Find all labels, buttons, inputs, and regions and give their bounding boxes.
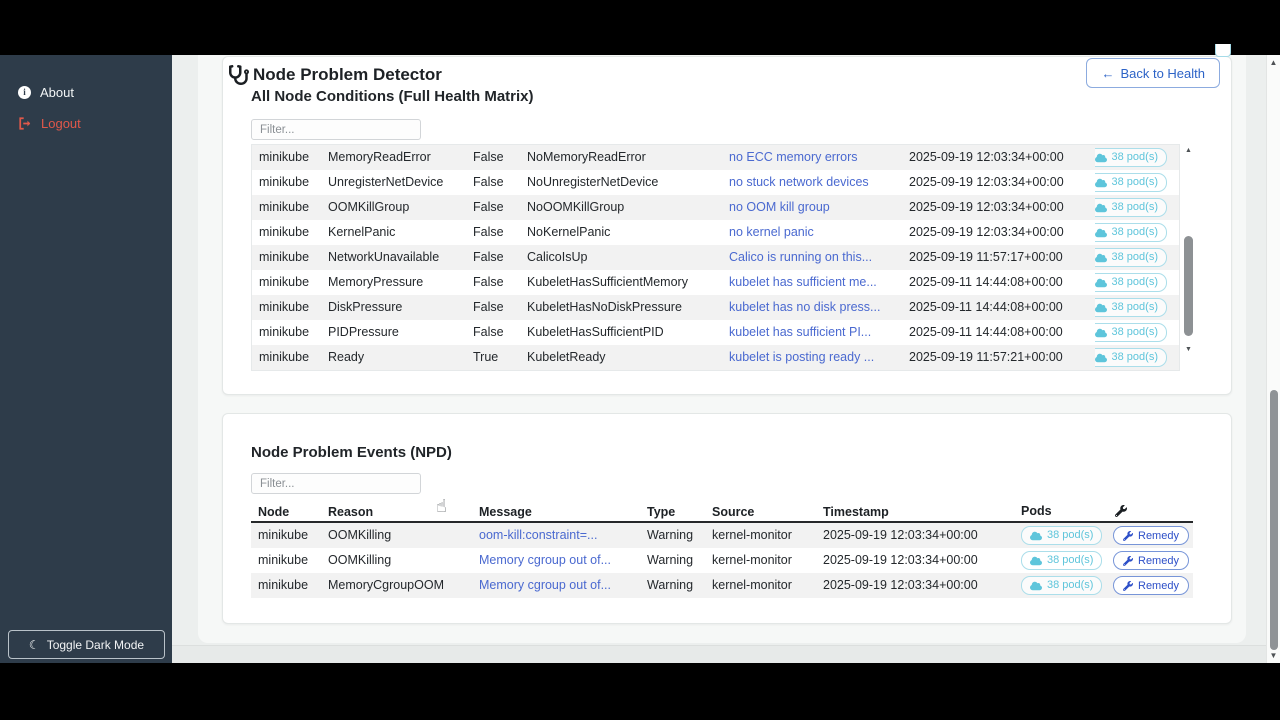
message-link[interactable]: kubelet has sufficient me... — [729, 275, 877, 289]
node-cell: minikube — [259, 225, 310, 239]
column-header-type[interactable]: Type — [647, 505, 676, 519]
status-cell: False — [473, 250, 504, 264]
message-link[interactable]: kubelet has sufficient PI... — [729, 325, 872, 339]
column-header-timestamp[interactable]: Timestamp — [823, 505, 889, 519]
condition-cell: NoOOMKillGroup — [527, 200, 625, 214]
event-row — [251, 573, 1193, 598]
stethoscope-icon — [229, 65, 249, 90]
scrolled-badge-fragment — [1215, 44, 1231, 57]
pods-badge[interactable] — [1095, 173, 1167, 192]
status-cell: False — [473, 175, 504, 189]
pods-count-label: 38 pod(s) — [1111, 301, 1158, 313]
status-cell: False — [473, 325, 504, 339]
cloud-icon — [1095, 303, 1107, 313]
condition-row — [252, 170, 1179, 195]
pods-count-label: 38 pod(s) — [1111, 226, 1158, 238]
conditions-table — [251, 144, 1180, 371]
cloud-icon — [1095, 328, 1107, 338]
message-link[interactable]: kubelet is posting ready ... — [729, 350, 875, 364]
pods-badge[interactable] — [1021, 551, 1102, 570]
cloud-icon — [1095, 353, 1107, 363]
condition-cell: NoUnregisterNetDevice — [527, 175, 659, 189]
toggle-dark-mode-button[interactable] — [8, 630, 165, 659]
pods-badge[interactable] — [1095, 323, 1167, 342]
pods-badge[interactable] — [1095, 348, 1167, 367]
message-link[interactable]: no stuck network devices — [729, 175, 869, 189]
status-cell: False — [473, 300, 504, 314]
page-scrollbar-thumb[interactable] — [1270, 390, 1278, 650]
reason-cell: NetworkUnavailable — [328, 250, 440, 264]
pods-badge[interactable] — [1095, 248, 1167, 267]
reason-cell: OOMKillGroup — [328, 200, 410, 214]
wrench-icon — [1115, 505, 1127, 517]
timestamp-cell: 2025-09-19 12:03:34+00:00 — [823, 553, 978, 567]
remedy-button[interactable] — [1113, 526, 1189, 545]
back-to-health-button[interactable] — [1086, 58, 1220, 88]
pods-badge[interactable] — [1095, 148, 1167, 167]
cloud-icon — [1030, 556, 1042, 566]
pods-badge[interactable] — [1095, 273, 1167, 292]
timestamp-cell: 2025-09-19 12:03:34+00:00 — [909, 175, 1064, 189]
status-cell: True — [473, 350, 499, 364]
source-cell: kernel-monitor — [712, 578, 792, 592]
cloud-icon — [1095, 253, 1107, 263]
scroll-up-icon[interactable]: ▲ — [1269, 58, 1278, 67]
cloud-icon — [1095, 203, 1107, 213]
moon-icon: ☾ — [28, 637, 40, 652]
cloud-icon — [1030, 531, 1042, 541]
info-icon: i — [18, 86, 31, 99]
page-scrollbar[interactable] — [1266, 55, 1280, 663]
reason-cell: MemoryPressure — [328, 275, 424, 289]
node-cell: minikube — [258, 528, 309, 542]
message-link[interactable]: oom-kill:constraint=... — [479, 528, 598, 542]
pods-count-label: 38 pod(s) — [1111, 326, 1158, 338]
sidebar — [0, 55, 172, 663]
timestamp-cell: 2025-09-19 12:03:34+00:00 — [909, 225, 1064, 239]
cloud-icon — [1095, 228, 1107, 238]
node-cell: minikube — [259, 300, 310, 314]
timestamp-cell: 2025-09-11 14:44:08+00:00 — [909, 300, 1063, 314]
source-cell: kernel-monitor — [712, 553, 792, 567]
event-row — [251, 548, 1193, 573]
cloud-icon — [1030, 581, 1042, 591]
message-link[interactable]: no kernel panic — [729, 225, 814, 239]
pods-count-label: 38 pod(s) — [1111, 176, 1158, 188]
message-link[interactable]: Memory cgroup out of... — [479, 553, 612, 567]
node-cell: minikube — [259, 325, 310, 339]
pods-badge[interactable] — [1021, 576, 1102, 595]
condition-cell: KubeletHasSufficientMemory — [527, 275, 688, 289]
cloud-icon — [1095, 278, 1107, 288]
timestamp-cell: 2025-09-11 14:44:08+00:00 — [909, 325, 1063, 339]
pods-count-label: 38 pod(s) — [1111, 251, 1158, 263]
node-cell: minikube — [258, 553, 309, 567]
events-table-header — [251, 501, 1193, 523]
condition-row — [252, 320, 1179, 345]
reason-cell: MemoryCgroupOOM — [328, 578, 444, 592]
status-cell: False — [473, 225, 504, 239]
node-cell: minikube — [259, 250, 310, 264]
conditions-card — [222, 56, 1232, 395]
condition-row — [252, 220, 1179, 245]
reason-cell: KernelPanic — [328, 225, 396, 239]
type-cell: Warning — [647, 553, 694, 567]
logout-icon — [18, 117, 32, 130]
condition-row — [252, 345, 1179, 370]
condition-cell: KubeletHasNoDiskPressure — [527, 300, 682, 314]
node-cell: minikube — [259, 275, 310, 289]
timestamp-cell: 2025-09-19 12:03:34+00:00 — [823, 578, 978, 592]
status-cell: False — [473, 150, 504, 164]
condition-row — [252, 295, 1179, 320]
conditions-table-scrollbar[interactable] — [1183, 147, 1194, 354]
pods-count-label: 38 pod(s) — [1111, 201, 1158, 213]
pods-badge[interactable] — [1095, 298, 1167, 317]
pods-badge[interactable] — [1095, 223, 1167, 242]
pods-count-label: 38 pod(s) — [1111, 151, 1158, 163]
source-cell: kernel-monitor — [712, 528, 792, 542]
message-link[interactable]: no ECC memory errors — [729, 150, 858, 164]
status-cell: False — [473, 200, 504, 214]
message-link[interactable]: no OOM kill group — [729, 200, 830, 214]
left-arrow-icon: ← — [1101, 65, 1115, 81]
reason-cell: Ready — [328, 350, 365, 364]
column-header-node[interactable]: Node — [258, 505, 290, 519]
reason-cell: MemoryReadError — [328, 150, 431, 164]
timestamp-cell: 2025-09-11 14:44:08+00:00 — [909, 275, 1063, 289]
timestamp-cell: 2025-09-19 11:57:21+00:00 — [909, 350, 1063, 364]
node-cell: minikube — [259, 350, 310, 364]
condition-row — [252, 270, 1179, 295]
condition-cell: NoMemoryReadError — [527, 150, 646, 164]
remedy-label: Remedy — [1138, 529, 1179, 542]
events-title: Node Problem Events (NPD) — [251, 444, 452, 461]
reason-cell: DiskPressure — [328, 300, 403, 314]
sidebar-item-logout[interactable] — [0, 110, 172, 136]
conditions-title: All Node Conditions (Full Health Matrix) — [251, 88, 534, 105]
type-cell: Warning — [647, 578, 694, 592]
pods-count-label: 38 pod(s) — [1047, 529, 1094, 541]
pods-count-label: 38 pod(s) — [1111, 276, 1158, 288]
pods-count-label: 38 pod(s) — [1111, 351, 1158, 363]
column-header-reason[interactable]: Reason — [328, 505, 374, 519]
message-link[interactable]: Memory cgroup out of... — [479, 578, 612, 592]
main-content — [172, 55, 1280, 663]
reason-cell: PIDPressure — [328, 325, 399, 339]
pods-count-label: 38 pod(s) — [1047, 579, 1094, 591]
column-header-message[interactable]: Message — [479, 505, 532, 519]
node-cell: minikube — [259, 175, 310, 189]
scroll-down-icon[interactable]: ▼ — [1269, 651, 1278, 660]
remedy-button[interactable] — [1113, 576, 1189, 595]
pods-count-label: 38 pod(s) — [1047, 554, 1094, 566]
about-label: About — [40, 84, 74, 100]
wrench-icon — [1123, 531, 1133, 541]
condition-cell: CalicoIsUp — [527, 250, 588, 264]
reason-cell: UnregisterNetDevice — [328, 175, 444, 189]
condition-row — [252, 195, 1179, 220]
condition-row — [252, 245, 1179, 270]
condition-cell: NoKernelPanic — [527, 225, 611, 239]
type-cell: Warning — [647, 528, 694, 542]
event-row — [251, 523, 1193, 548]
pods-badge[interactable] — [1021, 526, 1102, 545]
wrench-icon — [1123, 581, 1133, 591]
remedy-button[interactable] — [1113, 551, 1189, 570]
timestamp-cell: 2025-09-19 12:03:34+00:00 — [909, 200, 1064, 214]
column-header-source[interactable]: Source — [712, 505, 755, 519]
scroll-up-icon[interactable]: ▲ — [1185, 147, 1192, 154]
page-title: Node Problem Detector — [253, 65, 442, 84]
status-cell: False — [473, 275, 504, 289]
condition-row — [252, 145, 1179, 170]
message-link[interactable]: Calico is running on this... — [729, 250, 873, 264]
remedy-label: Remedy — [1138, 554, 1179, 567]
column-header-remedy[interactable] — [1109, 501, 1193, 521]
logout-label: Logout — [41, 115, 81, 131]
events-table — [251, 501, 1193, 598]
scroll-down-icon[interactable]: ▼ — [1185, 346, 1192, 353]
timestamp-cell: 2025-09-19 12:03:34+00:00 — [909, 150, 1064, 164]
back-to-health-label: Back to Health — [1120, 65, 1205, 81]
timestamp-cell: 2025-09-19 11:57:17+00:00 — [909, 250, 1063, 264]
cloud-icon — [1095, 178, 1107, 188]
reason-cell: OOMKilling — [328, 528, 392, 542]
events-table-body — [251, 523, 1193, 598]
sidebar-item-about[interactable] — [0, 79, 172, 105]
node-cell: minikube — [259, 150, 310, 164]
toggle-dark-mode-label: Toggle Dark Mode — [46, 637, 145, 652]
timestamp-cell: 2025-09-19 12:03:34+00:00 — [823, 528, 978, 542]
scrollbar-thumb[interactable] — [1184, 236, 1193, 336]
node-cell: minikube — [259, 200, 310, 214]
column-header-pods[interactable]: Pods — [1021, 504, 1052, 518]
reason-cell: OOMKilling — [328, 553, 392, 567]
condition-cell: KubeletHasSufficientPID — [527, 325, 664, 339]
wrench-icon — [1123, 556, 1133, 566]
pods-badge[interactable] — [1095, 198, 1167, 217]
condition-cell: KubeletReady — [527, 350, 606, 364]
remedy-label: Remedy — [1138, 579, 1179, 592]
cloud-icon — [1095, 153, 1107, 163]
events-card — [222, 413, 1232, 624]
hand-cursor-icon: ☝ — [436, 496, 447, 516]
footer-strip — [172, 645, 1266, 663]
events-filter-input[interactable] — [251, 473, 421, 494]
message-link[interactable]: kubelet has no disk press... — [729, 300, 881, 314]
conditions-filter-input[interactable] — [251, 119, 421, 140]
node-cell: minikube — [258, 578, 309, 592]
